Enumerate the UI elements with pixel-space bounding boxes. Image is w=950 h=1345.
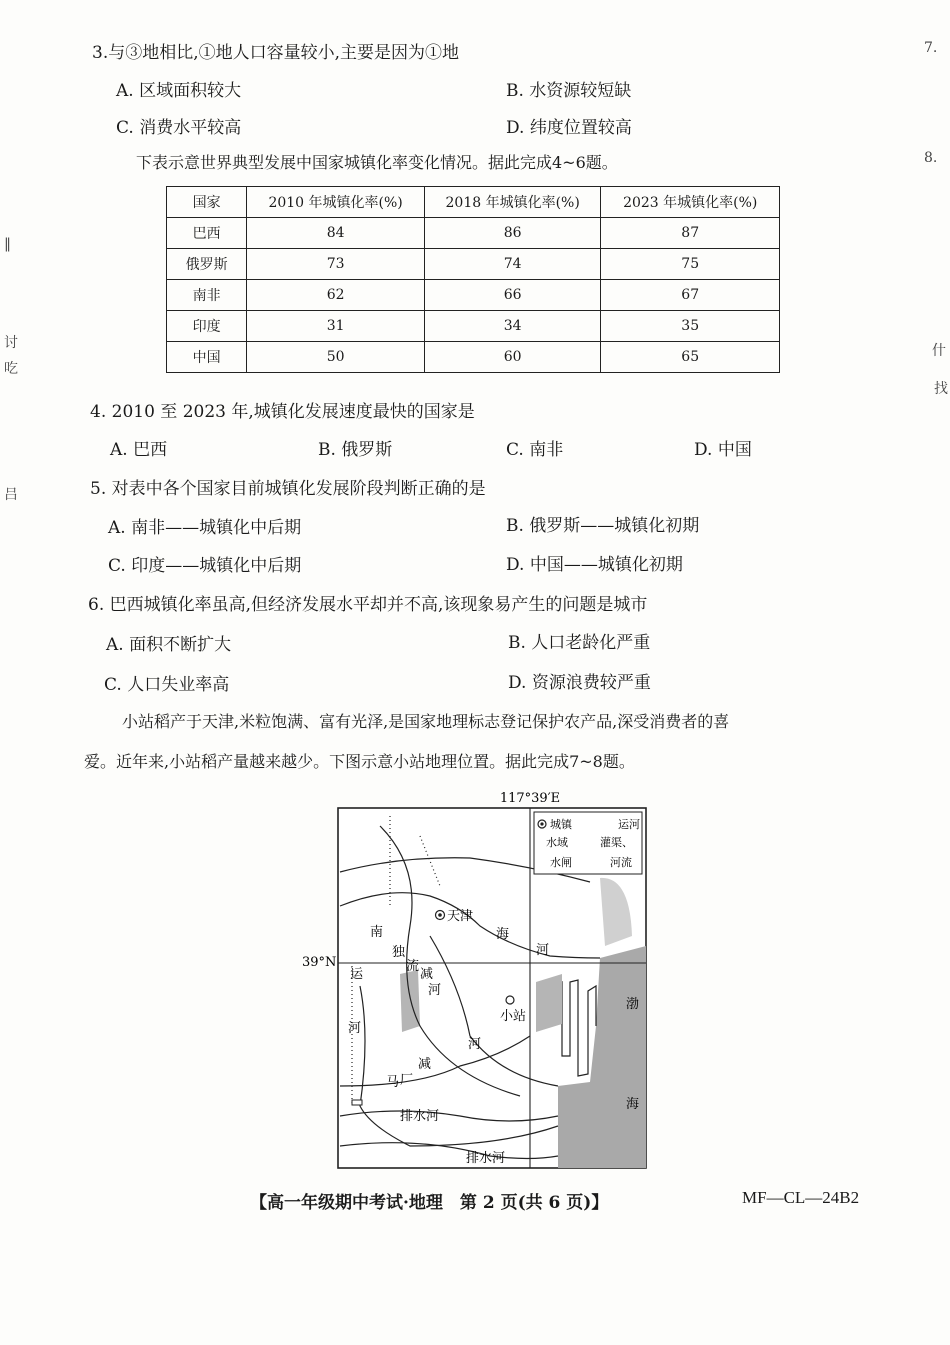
q5-option-c: C. 印度——城镇化中后期 [108, 556, 302, 576]
margin-q8-number: 8. [924, 150, 938, 166]
table-cell: 62 [247, 280, 425, 311]
table-cell: 巴西 [167, 218, 247, 249]
table-cell: 中国 [167, 342, 247, 373]
longitude-label: 117°39′E [499, 791, 561, 806]
table-row [167, 218, 780, 249]
town-symbol [540, 822, 543, 825]
haihe-label-2: 河 [536, 943, 550, 958]
sluice-icon [352, 1100, 362, 1105]
table-cell: 73 [247, 249, 425, 280]
page-footer: 【高一年级期中考试·地理 第 2 页(共 6 页)】 [250, 1193, 609, 1213]
map-label: 南 [370, 925, 384, 940]
margin-q7-number: 7. [924, 40, 938, 56]
table-cell: 60 [424, 342, 601, 373]
map-label: 河 [428, 983, 442, 998]
map-label: 减 [420, 967, 434, 982]
q4-option-d: D. 中国 [694, 440, 752, 460]
margin-fragment: 吕 [4, 487, 18, 503]
table-row [167, 249, 780, 280]
urbanization-table [166, 186, 780, 373]
table-header-cell: 2010 年城镇化率(%) [247, 187, 425, 218]
haihe-label-1: 海 [496, 927, 510, 942]
legend-water: 水域 [546, 836, 568, 849]
table-header-cell: 2018 年城镇化率(%) [424, 187, 601, 218]
map-label: 独 [392, 945, 406, 960]
map-label: 流 [406, 959, 420, 974]
table-cell: 35 [601, 311, 780, 342]
exam-code: MF—CL—24B2 [742, 1188, 860, 1207]
legend-canal: 运河 [618, 818, 640, 831]
map-label: 减 [418, 1057, 432, 1072]
margin-fragment: 讨 [4, 335, 18, 351]
paishuihe-label-2: 排水河 [466, 1151, 506, 1166]
q3-option-b: B. 水资源较短缺 [506, 81, 632, 101]
table-cell: 87 [601, 218, 780, 249]
table-cell: 66 [424, 280, 601, 311]
table-row [167, 342, 780, 373]
q6-option-c: C. 人口失业率高 [104, 675, 230, 695]
q5-option-d: D. 中国——城镇化初期 [506, 555, 683, 575]
table-cell: 34 [424, 311, 601, 342]
q5-option-b: B. 俄罗斯——城镇化初期 [506, 516, 700, 536]
legend-town: 城镇 [550, 818, 572, 831]
table-cell: 南非 [167, 280, 247, 311]
table-row [167, 280, 780, 311]
tianjin-label: 天津 [447, 909, 474, 924]
table-row [167, 311, 780, 342]
latitude-label: 39°N [302, 955, 337, 970]
q4-option-c: C. 南非 [506, 440, 564, 460]
canal-label: 河 [348, 1021, 362, 1036]
xiaozhan-label: 小站 [500, 1009, 527, 1024]
q4-option-a: A. 巴西 [110, 440, 168, 460]
margin-fragment: 找 [934, 381, 948, 397]
table-cell: 50 [247, 342, 425, 373]
table-cell: 75 [601, 249, 780, 280]
q5-option-a: A. 南非——城镇化中后期 [108, 518, 302, 538]
bohai-label-2: 海 [626, 1097, 640, 1112]
canal-label: 运 [350, 967, 364, 982]
table-header-cell: 2023 年城镇化率(%) [601, 187, 780, 218]
q6-option-b: B. 人口老龄化严重 [508, 633, 651, 653]
q6-option-d: D. 资源浪费较严重 [508, 673, 651, 693]
map-intro-line1: 小站稻产于天津,米粒饱满、富有光泽,是国家地理标志登记保护农产品,深受消费者的喜 [122, 712, 730, 731]
map-svg [300, 786, 660, 1176]
table-cell: 67 [601, 280, 780, 311]
water-body [536, 974, 562, 1032]
xiaozhan-town-icon [506, 996, 514, 1004]
q6-stem: 6. 巴西城镇化率虽高,但经济发展水平却并不高,该现象易产生的问题是城市 [88, 595, 648, 615]
table-intro: 下表示意世界典型发展中国家城镇化率变化情况。据此完成4~6题。 [136, 153, 618, 172]
table-cell: 印度 [167, 311, 247, 342]
water-body [400, 970, 420, 1032]
q3-option-c: C. 消费水平较高 [116, 118, 242, 138]
bohai-label-1: 渤 [626, 997, 640, 1012]
xiaozhan-location-map [300, 786, 660, 1176]
paishuihe-label-1: 排水河 [400, 1109, 440, 1124]
map-intro-line2: 爱。近年来,小站稻产量越来越少。下图示意小站地理位置。据此完成7~8题。 [84, 752, 635, 771]
margin-fragment: 什 [932, 343, 946, 359]
table-cell: 65 [601, 342, 780, 373]
q4-option-b: B. 俄罗斯 [318, 440, 393, 460]
legend-irrigation: 灌渠、 [600, 836, 633, 849]
map-label: 厂 [400, 1073, 414, 1088]
q3-option-d: D. 纬度位置较高 [506, 118, 632, 138]
q6-option-a: A. 面积不断扩大 [106, 635, 232, 655]
table-cell: 84 [247, 218, 425, 249]
table-header-row [167, 187, 780, 218]
q3-stem: 3.与③地相比,①地人口容量较小,主要是因为①地 [92, 43, 460, 63]
table-cell: 俄罗斯 [167, 249, 247, 280]
q5-stem: 5. 对表中各个国家目前城镇化发展阶段判断正确的是 [90, 479, 486, 499]
map-label: 河 [468, 1037, 482, 1052]
map-label: 马 [386, 1075, 400, 1090]
margin-fragment: 吃 [4, 361, 18, 377]
q3-option-a: A. 区域面积较大 [116, 81, 242, 101]
table-cell: 74 [424, 249, 601, 280]
table-header-cell: 国家 [167, 187, 247, 218]
tianjin-town-icon [438, 913, 442, 917]
table-cell: 86 [424, 218, 601, 249]
table-cell: 31 [247, 311, 425, 342]
legend-river: 河流 [610, 856, 632, 869]
legend-sluice: 水闸 [550, 856, 572, 869]
q4-stem: 4. 2010 至 2023 年,城镇化发展速度最快的国家是 [90, 402, 475, 422]
margin-fragment: ‖ [4, 236, 11, 252]
